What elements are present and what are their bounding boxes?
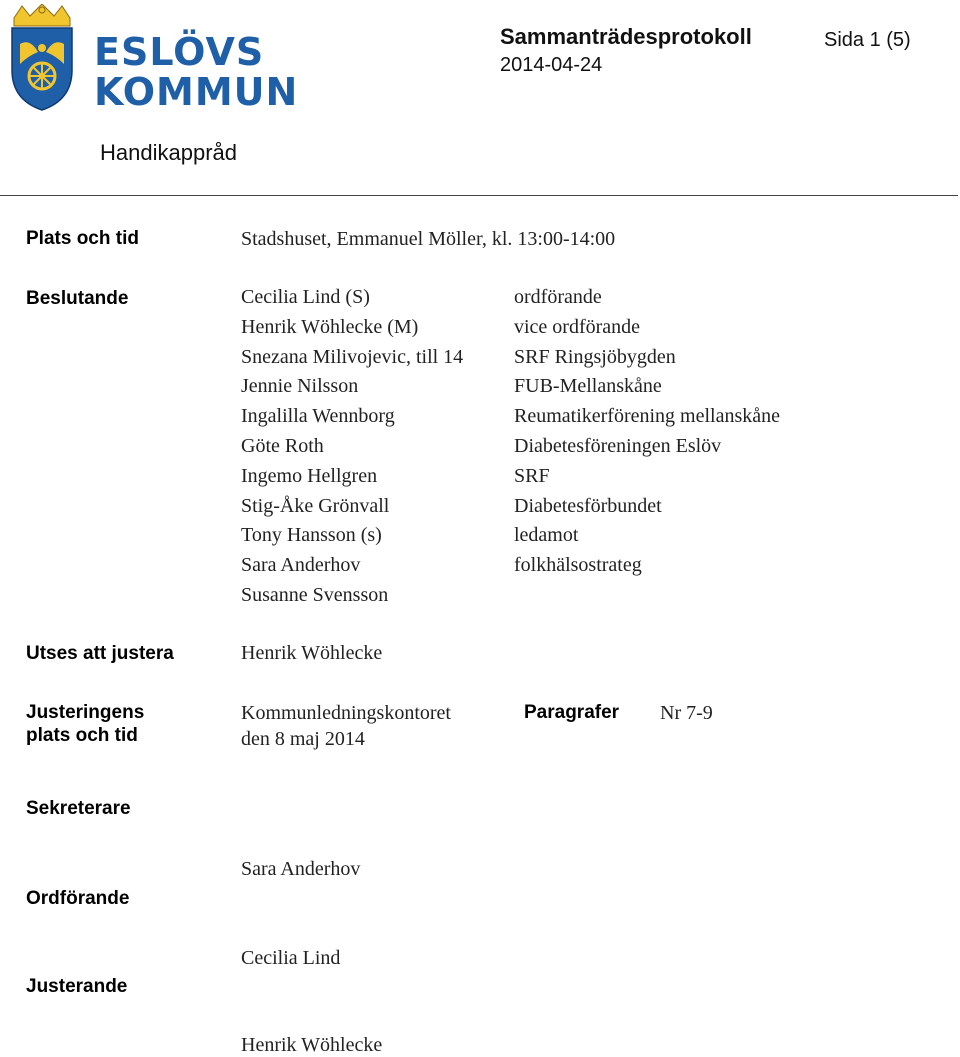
paragrafer-label: Paragrafer — [524, 702, 620, 723]
justeringens-label-line1: Justeringens — [26, 702, 145, 723]
member-name: Ingalilla Wennborg — [241, 405, 395, 428]
member-name: Göte Roth — [241, 434, 324, 457]
ordforande-name: Cecilia Lind — [241, 947, 341, 969]
member-role: SRF Ringsjöbygden — [514, 345, 676, 368]
justeringens-label-line2: plats och tid — [26, 725, 138, 746]
member-name: Susanne Svensson — [241, 583, 389, 606]
member-role: ordförande — [514, 286, 602, 308]
page-number: Sida 1 (5) — [824, 29, 911, 51]
logo-text-line1: ESLÖVS — [94, 30, 265, 74]
member-role: Diabetesförbundet — [514, 494, 662, 517]
municipality-logo — [6, 4, 299, 114]
utses-value: Henrik Wöhlecke — [241, 642, 383, 664]
justerande-label: Justerande — [26, 976, 128, 997]
header-divider — [0, 195, 958, 196]
member-role: Reumatikerförening mellanskåne — [514, 405, 781, 428]
member-role: ledamot — [514, 524, 579, 547]
member-role: FUB-Mellanskåne — [514, 375, 662, 398]
member-name: Cecilia Lind (S) — [241, 286, 370, 308]
member-name: Sara Anderhov — [241, 554, 361, 577]
ordforande-label: Ordförande — [26, 888, 130, 909]
member-name: Tony Hansson (s) — [241, 524, 382, 547]
member-name: Stig-Åke Grönvall — [241, 494, 390, 517]
logo-text-line2: KOMMUN — [94, 70, 299, 114]
member-names — [241, 283, 463, 611]
justerande-name: Henrik Wöhlecke — [241, 1034, 383, 1056]
plats-label: Plats och tid — [26, 228, 139, 249]
utses-label: Utses att justera — [26, 643, 174, 664]
member-name: Ingemo Hellgren — [241, 464, 378, 487]
meeting-date: 2014-04-24 — [500, 54, 603, 76]
sekreterare-label: Sekreterare — [26, 798, 131, 819]
member-role: Diabetesföreningen Eslöv — [514, 434, 722, 457]
committee-name: Handikappråd — [100, 140, 237, 165]
sekreterare-name: Sara Anderhov — [241, 858, 361, 880]
member-role: folkhälsostrateg — [514, 554, 642, 577]
member-role: vice ordförande — [514, 315, 641, 338]
document-type: Sammanträdesprotokoll — [500, 24, 752, 49]
justeringens-value-line2: den 8 maj 2014 — [241, 728, 365, 750]
member-name: Henrik Wöhlecke (M) — [241, 315, 419, 338]
member-name: Jennie Nilsson — [241, 375, 359, 398]
member-roles — [514, 283, 780, 581]
justeringens-value-line1: Kommunledningskontoret — [241, 702, 451, 724]
beslutande-label: Beslutande — [26, 288, 129, 309]
paragrafer-value: Nr 7-9 — [660, 702, 713, 724]
member-name: Snezana Milivojevic, till 14 — [241, 345, 464, 368]
crest-icon — [6, 4, 78, 112]
member-role: SRF — [514, 464, 550, 487]
plats-value: Stadshuset, Emmanuel Möller, kl. 13:00-14:00 — [241, 228, 616, 250]
